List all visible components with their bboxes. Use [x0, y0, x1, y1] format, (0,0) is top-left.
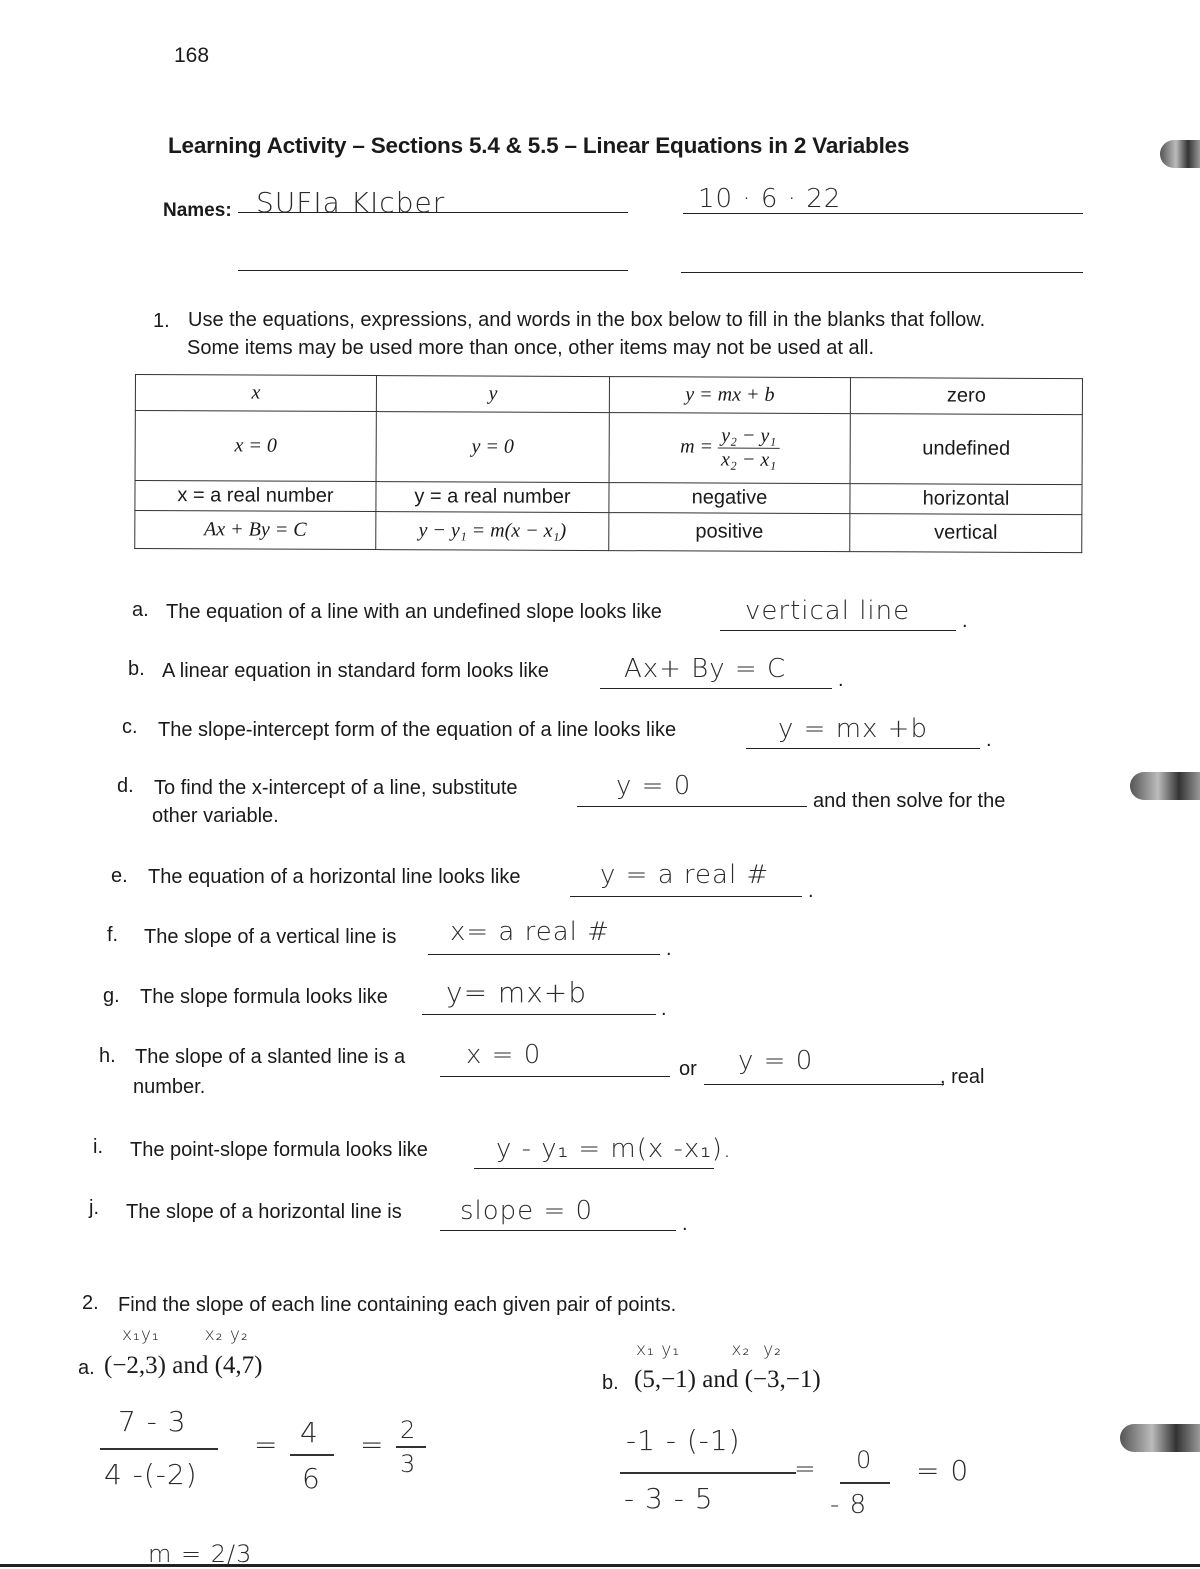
- item-d-letter: d.: [117, 775, 134, 797]
- bank-standard-form: Ax + By = C: [135, 511, 376, 550]
- name-line-2: [238, 270, 628, 271]
- item-a-letter: a.: [132, 599, 149, 621]
- names-label: Names:: [163, 200, 232, 221]
- bank-horizontal: horizontal: [850, 484, 1082, 515]
- item-f-answer: x= a real #: [450, 917, 610, 947]
- bank-slope-intercept: y = mx + b: [609, 377, 850, 414]
- q2a-denominator-3: 3: [400, 1450, 417, 1478]
- item-b-answer: Ax+ By = C: [624, 654, 787, 684]
- item-g-answer: y= mx+b: [446, 976, 588, 1009]
- item-b-letter: b.: [128, 658, 145, 680]
- bank-positive: positive: [609, 513, 850, 552]
- q2b-numerator: -1 - (-1): [626, 1424, 741, 1457]
- item-e-end: .: [808, 880, 814, 902]
- date: 10 · 6 · 22: [698, 184, 842, 214]
- q2b-fraction-bar-2: [840, 1482, 890, 1484]
- item-d-line: [577, 806, 807, 807]
- q2b-result: = 0: [916, 1454, 970, 1487]
- bank-vertical: vertical: [850, 514, 1082, 553]
- item-i-answer: y - y₁ = m(x -x₁).: [496, 1134, 733, 1164]
- item-a-text: The equation of a line with an undefined slope looks like: [166, 601, 662, 623]
- item-b-text: A linear equation in standard form looks like: [162, 660, 549, 682]
- q2a-equals-1: =: [254, 1428, 279, 1461]
- q2a-numerator-3: 2: [400, 1416, 417, 1444]
- item-d-text: To find the x-intercept of a line, substitute: [154, 777, 518, 799]
- item-g-letter: g.: [103, 985, 120, 1007]
- item-b-line: [600, 688, 832, 689]
- bank-y-real-number: y = a real number: [376, 482, 609, 513]
- item-j-line: [440, 1230, 676, 1231]
- item-h-text: The slope of a slanted line is a: [135, 1046, 406, 1068]
- bank-y-equals-0: y = 0: [376, 412, 609, 483]
- q2b-letter: b.: [602, 1372, 619, 1394]
- item-h-after: , real: [940, 1066, 985, 1088]
- q2b-fraction-bar: [620, 1472, 796, 1474]
- item-j-end: .: [682, 1213, 688, 1235]
- item-f-end: .: [666, 938, 672, 960]
- item-a-end: .: [962, 610, 968, 632]
- bank-slope-formula: [609, 413, 850, 484]
- item-h-line-2: [704, 1084, 944, 1085]
- q2b-equals-1: =: [794, 1454, 817, 1484]
- item-j-answer: slope = 0: [460, 1196, 594, 1226]
- bank-x: x: [135, 375, 376, 412]
- page-number: 168: [174, 44, 210, 67]
- q2b-numerator-2: 0: [856, 1446, 873, 1474]
- item-c-answer: y = mx +b: [778, 714, 928, 744]
- item-i-line: [474, 1168, 714, 1169]
- page-title: Learning Activity – Sections 5.4 & 5.5 – Linear Equations in 2 Variables: [168, 133, 910, 158]
- item-e-text: The equation of a horizontal line looks like: [148, 866, 521, 888]
- item-h-letter: h.: [99, 1045, 116, 1067]
- item-i-text: The point-slope formula looks like: [130, 1139, 428, 1161]
- item-e-answer: y = a real #: [600, 860, 770, 890]
- slope-formula-fraction: [718, 425, 779, 472]
- item-i-letter: i.: [93, 1136, 103, 1158]
- q2a-denominator-2: 6: [302, 1462, 321, 1495]
- item-h-line-1: [440, 1076, 670, 1077]
- binder-clip-middle: [1130, 772, 1200, 800]
- slope-formula-denominator: x₂ − x₁: [720, 448, 777, 471]
- item-g-text: The slope formula looks like: [140, 986, 388, 1008]
- item-f-text: The slope of a vertical line is: [144, 926, 397, 948]
- q2a-fraction-bar: [100, 1448, 218, 1450]
- bank-x-real-number: x = a real number: [135, 481, 376, 512]
- q2a-denominator: 4 -(-2): [104, 1458, 198, 1491]
- q2a-points: (−2,3) and (4,7): [104, 1352, 263, 1379]
- q2-instructions: Find the slope of each line containing each given pair of points.: [118, 1294, 677, 1316]
- q2a-letter: a.: [78, 1357, 95, 1379]
- slope-formula-prefix: m =: [680, 435, 714, 458]
- q2-number: 2.: [82, 1292, 99, 1314]
- q2a-point-labels: x₁y₁ x₂ y₂: [122, 1325, 249, 1345]
- q2b-denominator: - 3 - 5: [624, 1482, 714, 1515]
- q2b-point-labels: x₁ y₁ x₂ y₂: [636, 1340, 782, 1360]
- bank-point-slope: y − y₁ = m(x − x₁): [376, 512, 609, 551]
- binder-clip-top: [1160, 140, 1200, 168]
- item-e-line: [570, 896, 802, 897]
- item-f-letter: f.: [107, 924, 119, 946]
- item-h-answer-1: x = 0: [466, 1040, 542, 1070]
- word-bank-table: [134, 374, 1083, 553]
- q1-instructions-line2: Some items may be used more than once, other items may not be used at all.: [187, 337, 875, 359]
- item-g-end: .: [661, 998, 667, 1020]
- student-name: SUFIa KIcber: [256, 186, 446, 219]
- bank-undefined: undefined: [850, 414, 1082, 485]
- item-g-line: [422, 1014, 656, 1015]
- item-f-line: [428, 954, 660, 955]
- q2a-numerator: 7 - 3: [118, 1405, 187, 1438]
- bank-zero: zero: [850, 378, 1082, 415]
- q1-number: 1.: [153, 310, 170, 332]
- q2a-fraction-bar-2: [290, 1454, 334, 1456]
- item-c-text: The slope-intercept form of the equation of a line looks like: [158, 719, 677, 741]
- item-a-line: [720, 630, 956, 631]
- binder-clip-bottom: [1120, 1424, 1200, 1452]
- item-d-line2: other variable.: [152, 805, 279, 827]
- item-a-answer: vertical line: [745, 596, 911, 626]
- item-c-line: [746, 748, 980, 749]
- item-h-line2: number.: [133, 1076, 206, 1098]
- page-bottom-edge: [0, 1564, 1200, 1567]
- q2a-numerator-2: 4: [300, 1416, 319, 1449]
- q1-instructions-line1: Use the equations, expressions, and words in the box below to fill in the blanks that follow.: [188, 309, 986, 331]
- q2b-denominator-2: - 8: [830, 1490, 868, 1520]
- name-line-3: [681, 272, 1083, 273]
- item-j-letter: j.: [89, 1197, 99, 1219]
- item-d-answer: y = 0: [616, 771, 692, 801]
- q2a-fraction-bar-3: [396, 1446, 426, 1448]
- item-h-answer-2: y = 0: [738, 1046, 814, 1076]
- q2a-bottom-result: m = 2/3: [148, 1540, 253, 1568]
- q2a-equals-2: =: [360, 1428, 385, 1461]
- item-h-or: or: [679, 1058, 697, 1080]
- item-c-letter: c.: [122, 716, 138, 738]
- item-d-after: and then solve for the: [813, 790, 1006, 812]
- bank-y: y: [376, 376, 609, 413]
- item-j-text: The slope of a horizontal line is: [126, 1201, 402, 1223]
- slope-formula-numerator: y₂ − y₁: [718, 425, 779, 449]
- q2b-points: (5,−1) and (−3,−1): [634, 1366, 821, 1393]
- bank-negative: negative: [609, 483, 850, 514]
- bank-x-equals-0: x = 0: [135, 411, 376, 482]
- item-e-letter: e.: [111, 865, 128, 887]
- item-c-end: .: [986, 729, 992, 751]
- item-b-end: .: [838, 669, 844, 691]
